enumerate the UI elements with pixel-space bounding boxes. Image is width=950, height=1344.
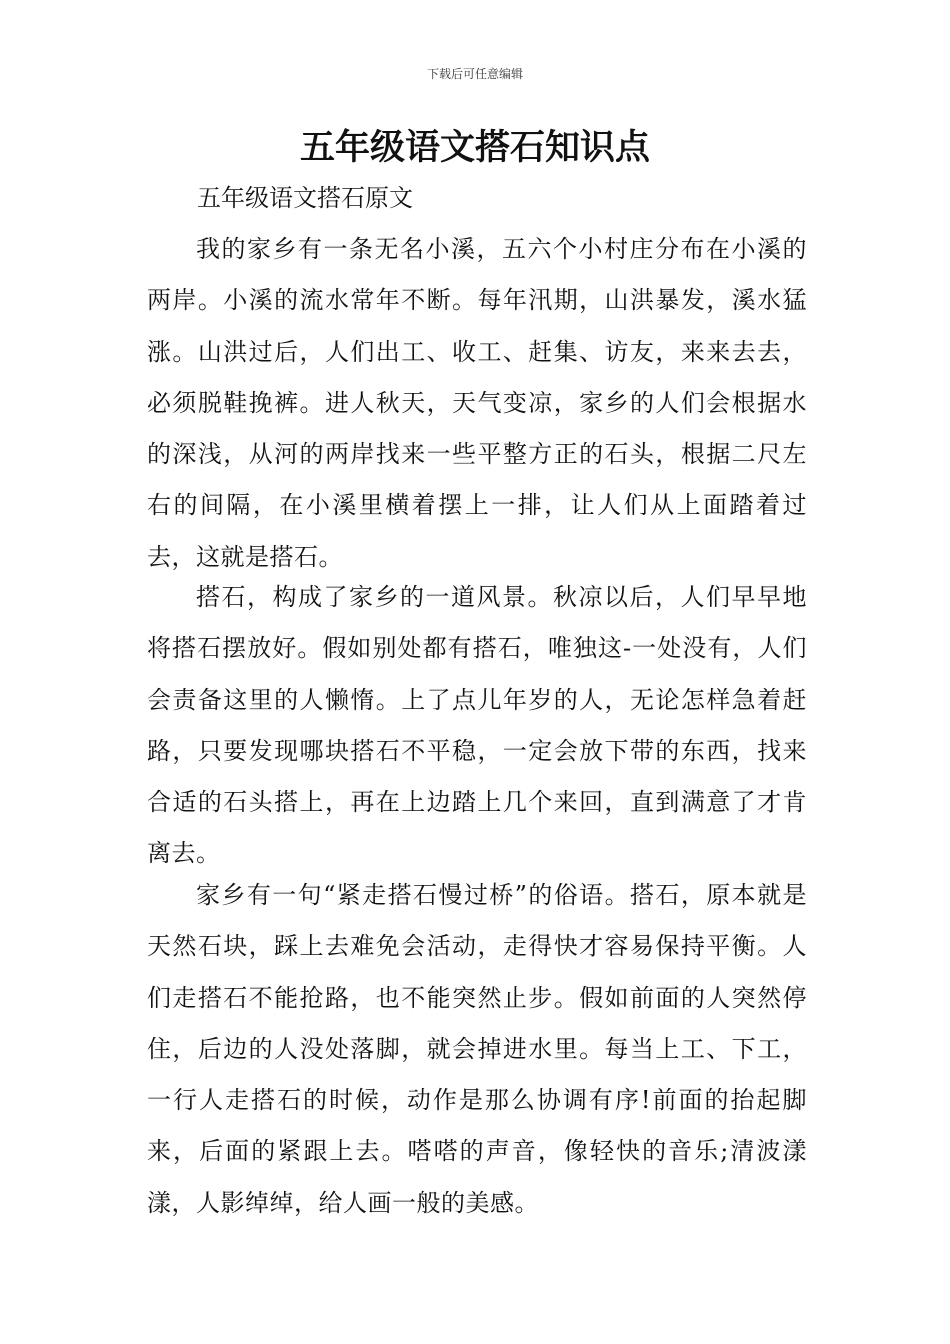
page-header-note: 下载后可任意编辑 bbox=[426, 67, 523, 81]
paragraph-2: 搭石，构成了家乡的一道风景。秋凉以后，人们早早地将搭石摆放好。假如别处都有搭石，唯独这-一处没有，人们会责备这里的人懒惰。上了点儿年岁的人，无论怎样急着赶路，只要发现哪块搭石不平稳，一定会放下带的东西，找来合适的石头搭上，再在上边踏上几个来回，直到满意了才肯离去。 bbox=[147, 583, 807, 868]
document-title: 五年级语文搭石知识点 bbox=[299, 127, 650, 168]
paragraph-3: 家乡有一句“紧走搭石慢过桥”的俗语。搭石，原本就是天然石块，踩上去难免会活动，走得快才容易保持平衡。人们走搭石不能抢路，也不能突然止步。假如前面的人突然停住，后边的人没处落脚，就会掉进水里。每当上工、下工，一行人走搭石的时候，动作是那么协调有序!前面的抬起脚来，后面的紧跟上去。嗒嗒的声音，像轻快的音乐;清波漾漾，人影绰绰，给人画一般的美感。 bbox=[147, 881, 807, 1217]
paragraph-1: 我的家乡有一条无名小溪，五六个小村庄分布在小溪的两岸。小溪的流水常年不断。每年汛期，山洪暴发，溪水猛涨。山洪过后，人们出工、收工、赶集、访友，来来去去，必须脱鞋挽裤。进人秋天，天气变凉，家乡的人们会根据水的深浅，从河的两岸找来一些平整方正的石头，根据二尺左右的间隔，在小溪里横着摆上一排，让人们从上面踏着过去，这就是搭石。 bbox=[147, 235, 807, 571]
document-subtitle: 五年级语文搭石原文 bbox=[197, 184, 413, 212]
